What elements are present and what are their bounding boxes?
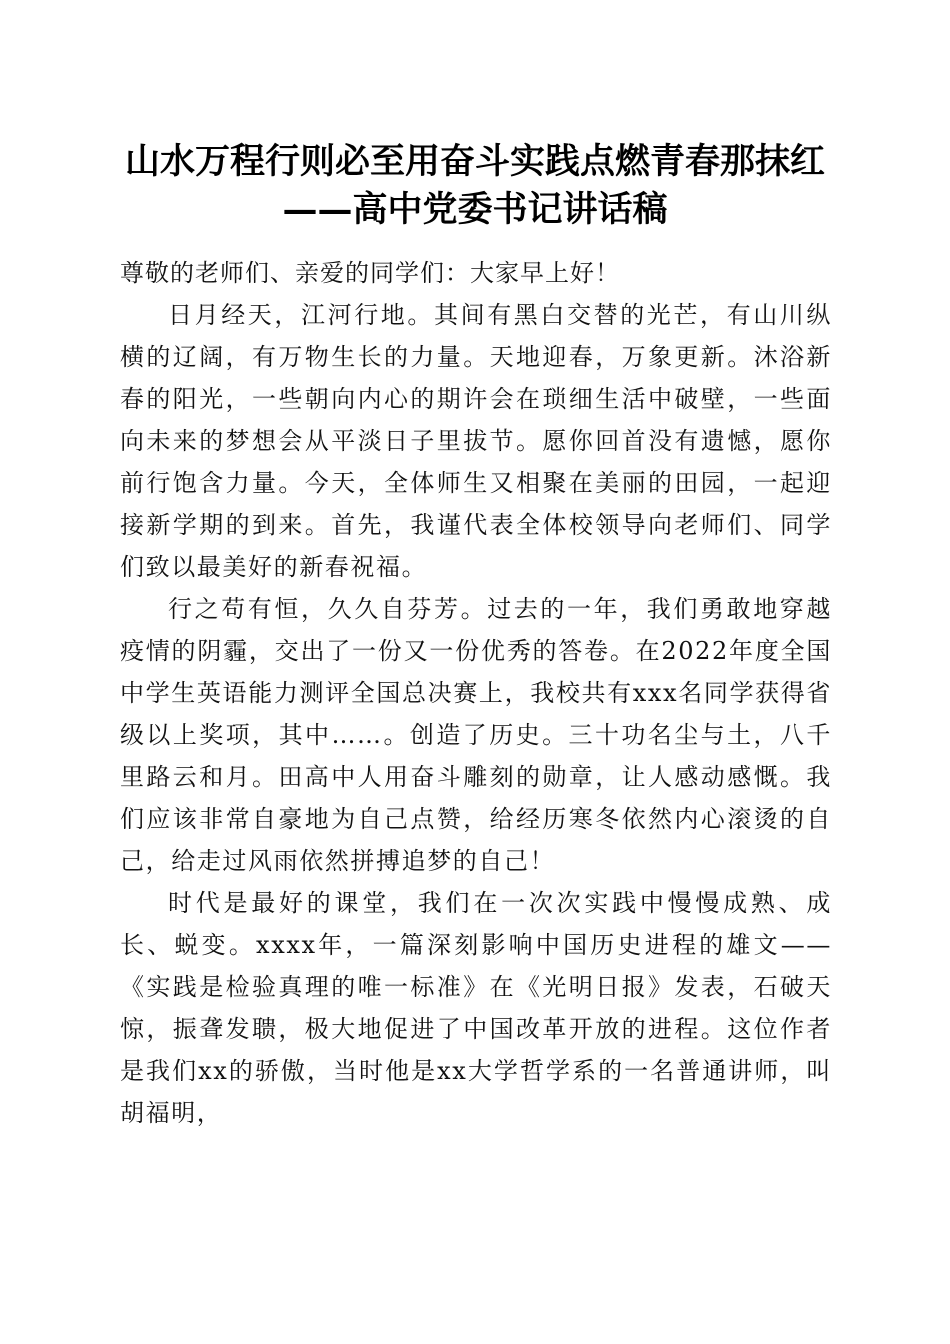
title-line-main: 山水万程行则必至用奋斗实践点燃青春那抹红 bbox=[124, 141, 825, 182]
paragraph-1: 日月经天，江河行地。其间有黑白交替的光芒，有山川纵横的辽阔，有万物生长的力量。天地迎春，万象更新。沐浴新春的阳光，一些朝向内心的期许会在琐细生活中破壁，一些面向未来的梦想会从平淡日子里拔节。愿你回首没有遗憾，愿你前行饱含力量。今天，全体师生又相聚在美丽的田园，一起迎接新学期的到来。首先，我谨代表全体校领导向老师们、同学们致以最美好的新春祝福。 bbox=[120, 301, 832, 581]
greeting-line: 尊敬的老师们、亲爱的同学们：大家早上好！ bbox=[120, 259, 620, 287]
title-line-subtitle: ——高中党委书记讲话稿 bbox=[282, 189, 668, 230]
document-body bbox=[120, 252, 832, 1134]
paragraph-2: 行之苟有恒，久久自芬芳。过去的一年，我们勇敢地穿越疫情的阴霾，交出了一份又一份优秀的答卷。在2022年度全国中学生英语能力测评全国总决赛上，我校共有xxx名同学获得省级以上奖项，其中……。创造了历史。三十功名尘与土，八千里路云和月。田高中人用奋斗雕刻的勋章，让人感动感慨。我们应该非常自豪地为自己点赞，给经历寒冬依然内心滚烫的自己，给走过风雨依然拼搏追梦的自己！ bbox=[120, 595, 832, 875]
paragraph-3: 时代是最好的课堂，我们在一次次实践中慢慢成熟、成长、蜕变。xxxx年，一篇深刻影响中国历史进程的雄文——《实践是检验真理的唯一标准》在《光明日报》发表，石破天惊，振聋发聩，极大地促进了中国改革开放的进程。这位作者是我们xx的骄傲，当时他是xx大学哲学系的一名普通讲师，叫胡福明， bbox=[120, 889, 832, 1127]
document-title bbox=[60, 138, 890, 234]
